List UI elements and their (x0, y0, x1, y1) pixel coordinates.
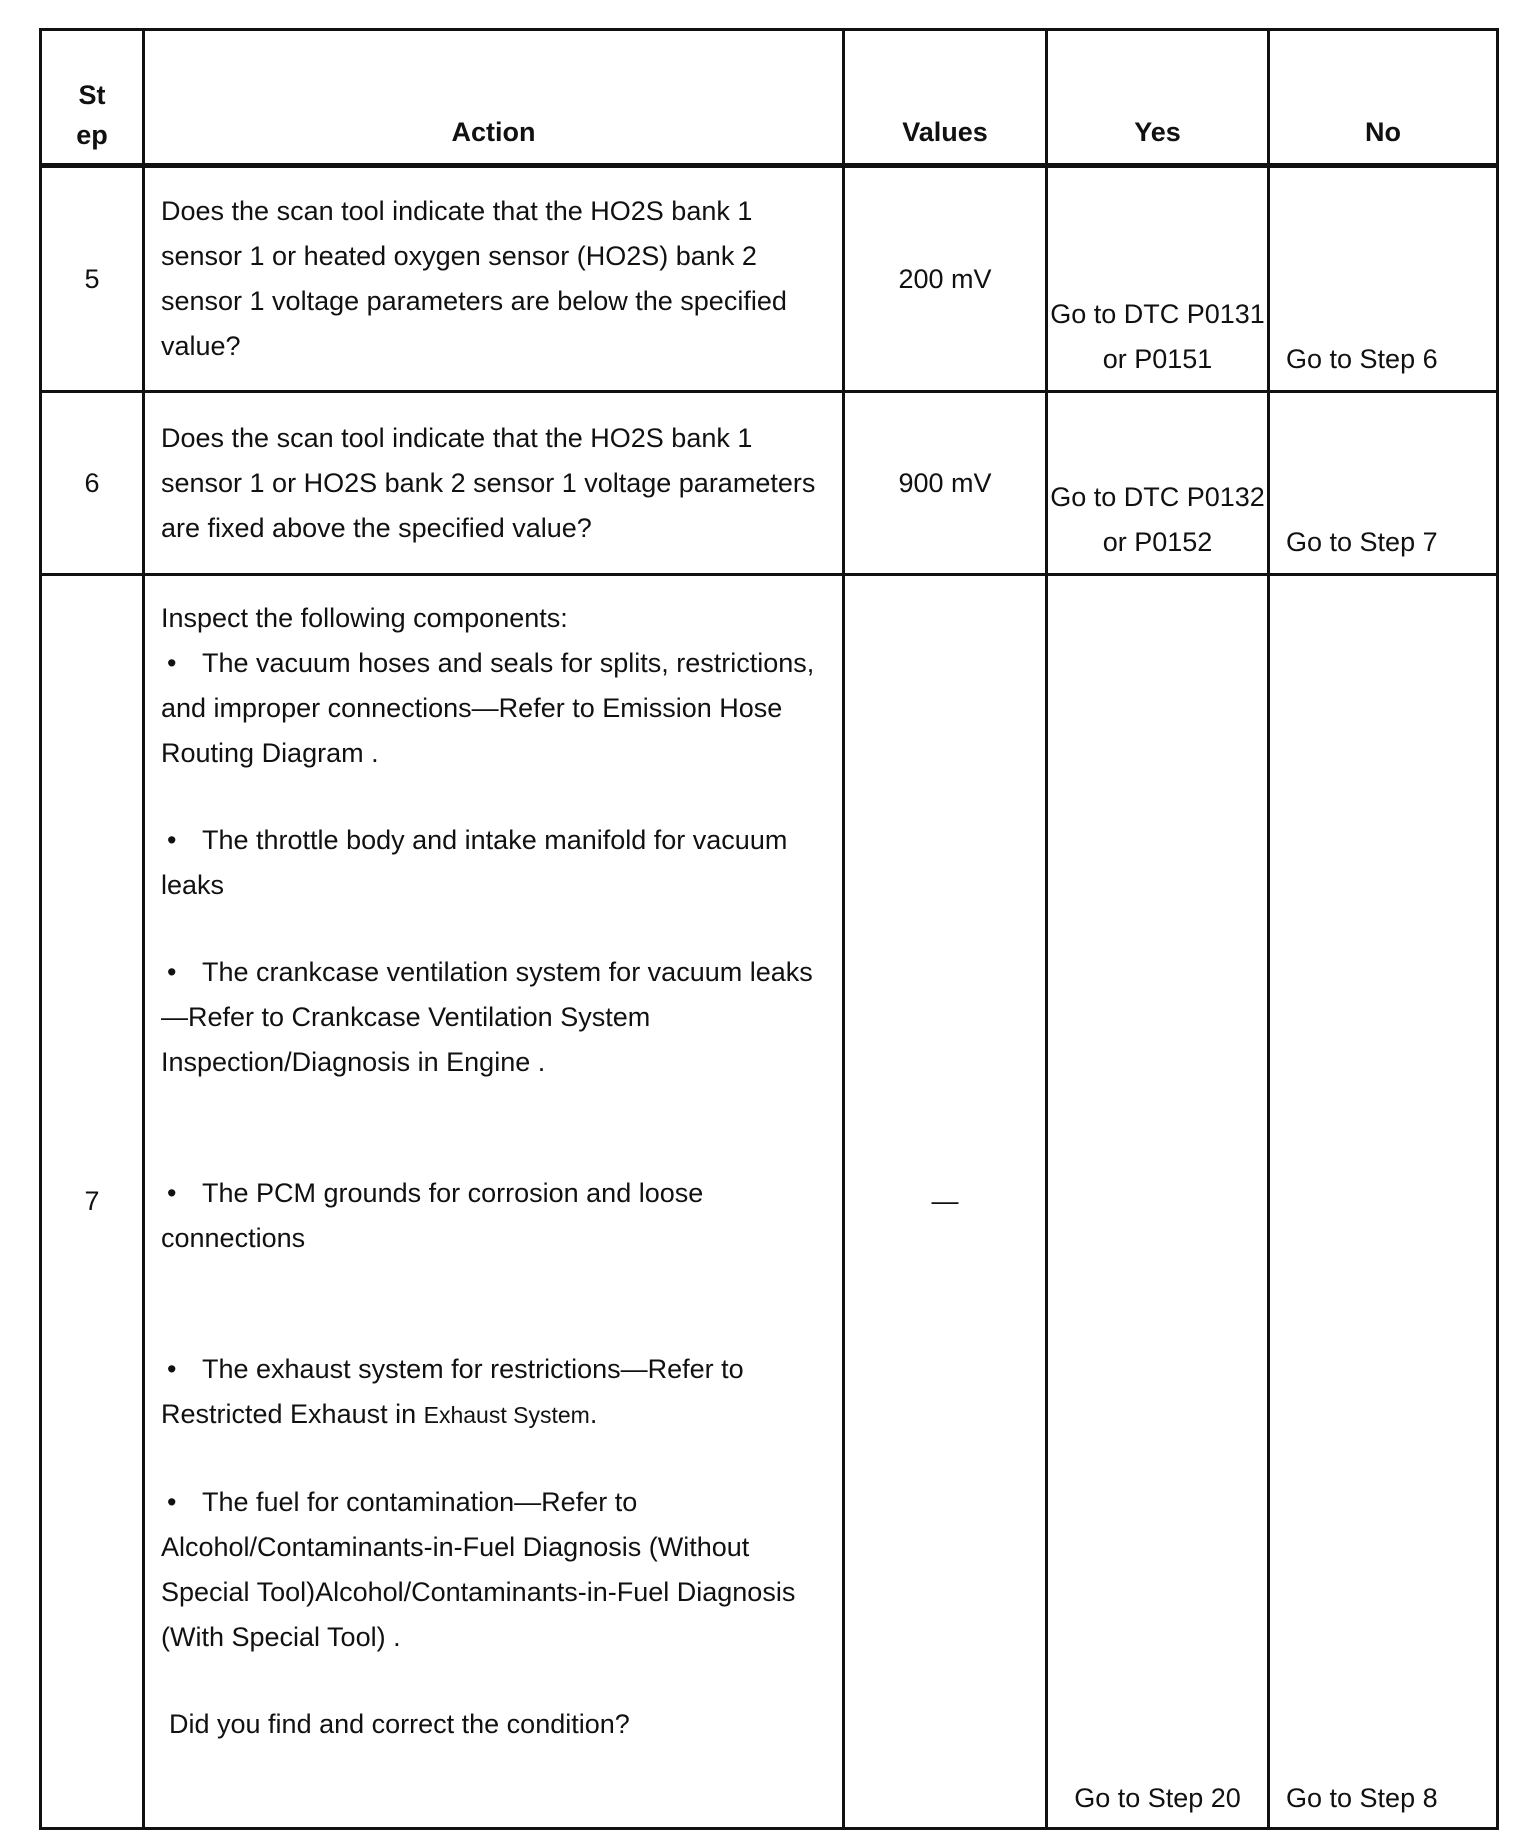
diagnostic-table (39, 28, 1499, 1830)
bullet-item (161, 818, 822, 908)
bullet-text: The PCM grounds for corrosion and loose connections (161, 1178, 704, 1253)
bullet-icon: • (167, 1354, 177, 1384)
action-cell (144, 575, 844, 1829)
bullet-item (161, 1347, 822, 1438)
bullet-item (161, 641, 822, 776)
step-number: 5 (41, 166, 144, 392)
step-number: 6 (41, 392, 144, 575)
bullet-icon: • (167, 1178, 177, 1208)
table-row (41, 166, 1498, 392)
bullet-item (161, 950, 822, 1085)
header-row (41, 30, 1498, 166)
bullet-icon: • (167, 1487, 177, 1517)
value-cell: — (844, 575, 1047, 1829)
bullet-item (161, 1171, 822, 1261)
step-number: 7 (41, 575, 144, 1829)
no-cell: Go to Step 7 (1269, 392, 1498, 575)
action-text: Does the scan tool indicate that the HO2S bank 1 sensor 1 or heated oxygen sensor (HO2S) bank 2 sensor 1 voltage parameters are below the specified value? (144, 166, 844, 392)
table-row (41, 392, 1498, 575)
value-cell: 900 mV (844, 392, 1047, 575)
bullet-text: The fuel for contamination—Refer to Alcohol/Contaminants-in-Fuel Diagnosis (Without Special Tool)Alcohol/Contaminants-in-Fuel Diagnosis (With Special Tool) . (161, 1487, 796, 1652)
table-row (41, 575, 1498, 1829)
bullet-icon: • (167, 648, 177, 678)
yes-cell: Go to DTC P0132 or P0152 (1047, 392, 1269, 575)
header-yes: Yes (1047, 30, 1269, 166)
bullet-icon: • (167, 957, 177, 987)
no-cell: Go to Step 8 (1269, 575, 1498, 1829)
bullet-item (161, 1480, 822, 1660)
header-step-line1: St (78, 80, 106, 110)
header-no: No (1269, 30, 1498, 166)
header-step (41, 30, 144, 166)
yes-cell: Go to Step 20 (1047, 575, 1269, 1829)
bullet-text: The crankcase ventilation system for vacuum leaks—Refer to Crankcase Ventilation System Inspection/Diagnosis in Engine . (161, 957, 813, 1077)
action-intro: Inspect the following components: (161, 603, 568, 633)
no-cell: Go to Step 6 (1269, 166, 1498, 392)
bullet-icon: • (167, 825, 177, 855)
bullet-text: The vacuum hoses and seals for splits, restrictions, and improper connections—Refer to Emission Hose Routing Diagram . (161, 648, 815, 768)
bullet-text: The exhaust system for restrictions—Refer to Restricted Exhaust in (161, 1354, 744, 1429)
bullet-text: The throttle body and intake manifold for vacuum leaks (161, 825, 788, 900)
yes-cell: Go to DTC P0131 or P0151 (1047, 166, 1269, 392)
header-values: Values (844, 30, 1047, 166)
value-cell: 200 mV (844, 166, 1047, 392)
header-action: Action (144, 30, 844, 166)
exhaust-system-ref: Exhaust System (423, 1402, 590, 1428)
exhaust-end: . (589, 1399, 598, 1429)
action-question: Did you find and correct the condition? (169, 1709, 630, 1739)
header-step-line2: ep (76, 120, 108, 150)
action-text: Does the scan tool indicate that the HO2S bank 1 sensor 1 or HO2S bank 2 sensor 1 voltage parameters are fixed above the specified value? (144, 392, 844, 575)
